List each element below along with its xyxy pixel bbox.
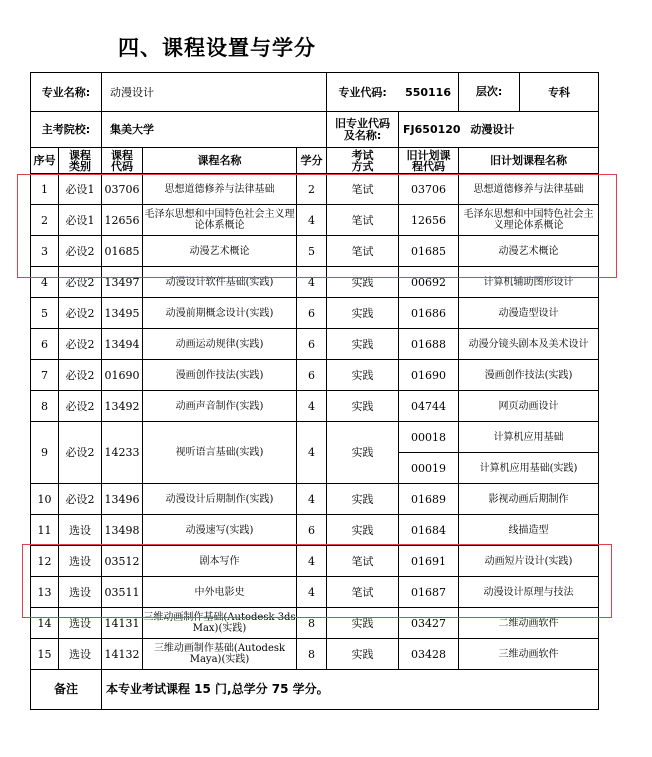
col-name: 课程名称 <box>143 148 297 174</box>
row-credit: 8 <box>297 608 327 639</box>
table-row <box>31 298 599 329</box>
old-code-label-1: 旧专业代码 <box>335 116 391 130</box>
row-course-name: 动画运动规律(实践) <box>143 329 297 360</box>
column-header-row <box>31 148 599 174</box>
row-course-name: 思想道德修养与法律基础 <box>143 174 297 205</box>
row-course-name: 动漫设计软件基础(实践) <box>143 267 297 298</box>
row-old-name: 线描造型 <box>459 515 599 546</box>
row-old-code: 04744 <box>399 391 459 422</box>
row-seq: 12 <box>31 546 59 577</box>
row-course-name: 中外电影史 <box>143 577 297 608</box>
row-seq: 13 <box>31 577 59 608</box>
row-old-name: 动漫艺术概论 <box>459 236 599 267</box>
page-title: 四、课程设置与学分 <box>118 36 316 60</box>
row-old-code: 01685 <box>399 236 459 267</box>
row-code: 01690 <box>102 360 143 391</box>
row-seq: 4 <box>31 267 59 298</box>
row-old-name: 二维动画软件 <box>459 608 599 639</box>
row-type: 选设 <box>59 515 102 546</box>
row-code: 13498 <box>102 515 143 546</box>
row-course-name: 动漫艺术概论 <box>143 236 297 267</box>
row-credit: 6 <box>297 298 327 329</box>
row-type: 必设2 <box>59 360 102 391</box>
table-row <box>31 422 599 453</box>
row-credit: 4 <box>297 205 327 236</box>
table-row <box>31 174 599 205</box>
row-code: 13494 <box>102 329 143 360</box>
row-old-name: 计算机应用基础 <box>459 422 599 453</box>
row-credit: 2 <box>297 174 327 205</box>
old-code-value: FJ650120 <box>403 123 461 136</box>
row-old-code: 01688 <box>399 329 459 360</box>
col-old-code-1: 旧计划课 <box>406 148 451 162</box>
old-name-value: 动漫设计 <box>470 123 515 136</box>
row-type: 必设1 <box>59 205 102 236</box>
table-row <box>31 236 599 267</box>
row-credit: 4 <box>297 546 327 577</box>
row-old-code: 01684 <box>399 515 459 546</box>
row-type: 必设1 <box>59 174 102 205</box>
row-seq: 8 <box>31 391 59 422</box>
row-course-name: 视听语言基础(实践) <box>143 422 297 484</box>
row-course-name: 动画声音制作(实践) <box>143 391 297 422</box>
row-credit: 6 <box>297 515 327 546</box>
col-code-2: 代码 <box>111 159 133 173</box>
row-credit: 4 <box>297 391 327 422</box>
row-code: 12656 <box>102 205 143 236</box>
row-course-name: 动漫速写(实践) <box>143 515 297 546</box>
row-old-code: 01690 <box>399 360 459 391</box>
major-code-value: 550116 <box>405 85 451 99</box>
row-old-code: 01691 <box>399 546 459 577</box>
table-row <box>31 360 599 391</box>
row-exam: 实践 <box>327 267 399 298</box>
row-code: 14132 <box>102 639 143 670</box>
row-seq: 9 <box>31 422 59 484</box>
row-code: 14233 <box>102 422 143 484</box>
col-exam-2: 方式 <box>351 159 374 173</box>
row-seq: 3 <box>31 236 59 267</box>
row-exam: 实践 <box>327 422 399 484</box>
row-credit: 5 <box>297 236 327 267</box>
row-old-code: 03706 <box>399 174 459 205</box>
col-exam-1: 考试 <box>351 148 374 162</box>
row-seq: 14 <box>31 608 59 639</box>
row-exam: 实践 <box>327 484 399 515</box>
major-name-value: 动漫设计 <box>102 73 327 112</box>
row-old-code: 01687 <box>399 577 459 608</box>
row-exam: 实践 <box>327 515 399 546</box>
row-old-code: 00019 <box>399 453 459 484</box>
col-type-1: 课程 <box>69 148 91 162</box>
row-exam: 实践 <box>327 298 399 329</box>
row-old-name: 漫画创作技法(实践) <box>459 360 599 391</box>
row-old-name: 毛泽东思想和中国特色社会主义理论体系概论 <box>459 205 599 236</box>
row-type: 必设2 <box>59 267 102 298</box>
row-exam: 笔试 <box>327 546 399 577</box>
row-course-name: 毛泽东思想和中国特色社会主义理论体系概论 <box>143 205 297 236</box>
table-row <box>31 484 599 515</box>
table-row <box>31 329 599 360</box>
row-code: 14131 <box>102 608 143 639</box>
info-row-major <box>31 73 599 112</box>
row-type: 选设 <box>59 546 102 577</box>
major-name-label: 专业名称: <box>31 73 102 112</box>
row-old-name: 计算机辅助图形设计 <box>459 267 599 298</box>
level-label: 层次: <box>459 73 520 111</box>
row-old-code: 03427 <box>399 608 459 639</box>
row-course-name: 三维动画制作基础(Autodesk Maya)(实践) <box>143 639 297 670</box>
row-credit: 8 <box>297 639 327 670</box>
row-code: 01685 <box>102 236 143 267</box>
row-seq: 5 <box>31 298 59 329</box>
row-type: 选设 <box>59 639 102 670</box>
row-course-name: 动漫前期概念设计(实践) <box>143 298 297 329</box>
row-course-name: 动漫设计后期制作(实践) <box>143 484 297 515</box>
info-row-school <box>31 112 599 148</box>
row-course-name: 三维动画制作基础(Autodesk 3ds Max)(实践) <box>143 608 297 639</box>
row-type: 必设2 <box>59 484 102 515</box>
table-row <box>31 639 599 670</box>
table-row <box>31 608 599 639</box>
row-old-code: 01689 <box>399 484 459 515</box>
row-type: 必设2 <box>59 298 102 329</box>
row-code: 13495 <box>102 298 143 329</box>
row-code: 13497 <box>102 267 143 298</box>
level-value: 专科 <box>548 85 571 99</box>
old-code-label-2: 及名称: <box>343 128 382 142</box>
row-credit: 4 <box>297 484 327 515</box>
row-code: 03511 <box>102 577 143 608</box>
row-seq: 7 <box>31 360 59 391</box>
row-old-name: 思想道德修养与法律基础 <box>459 174 599 205</box>
row-seq: 2 <box>31 205 59 236</box>
row-seq: 10 <box>31 484 59 515</box>
row-old-code: 01686 <box>399 298 459 329</box>
row-type: 选设 <box>59 577 102 608</box>
row-credit: 6 <box>297 329 327 360</box>
course-table <box>30 72 599 710</box>
row-exam: 笔试 <box>327 205 399 236</box>
note-label: 备注 <box>31 670 102 710</box>
col-type-2: 类别 <box>69 159 91 173</box>
row-exam: 实践 <box>327 608 399 639</box>
col-seq: 序号 <box>31 148 59 174</box>
note-row <box>31 670 599 710</box>
row-old-name: 动漫分镜头剧本及美术设计 <box>459 329 599 360</box>
row-seq: 11 <box>31 515 59 546</box>
table-row <box>31 205 599 236</box>
table-row <box>31 391 599 422</box>
row-credit: 6 <box>297 360 327 391</box>
row-credit: 4 <box>297 577 327 608</box>
col-old-name: 旧计划课程名称 <box>459 148 599 174</box>
table-row <box>31 515 599 546</box>
row-old-name: 网页动画设计 <box>459 391 599 422</box>
row-old-code: 00018 <box>399 422 459 453</box>
row-type: 必设2 <box>59 236 102 267</box>
col-old-code-2: 程代码 <box>412 159 446 173</box>
row-exam: 笔试 <box>327 577 399 608</box>
note-text: 本专业考试课程 15 门,总学分 75 学分。 <box>102 670 599 710</box>
row-code: 13492 <box>102 391 143 422</box>
row-seq: 1 <box>31 174 59 205</box>
row-credit: 4 <box>297 422 327 484</box>
row-credit: 4 <box>297 267 327 298</box>
table-row <box>31 267 599 298</box>
row-exam: 实践 <box>327 329 399 360</box>
row-type: 选设 <box>59 608 102 639</box>
row-seq: 15 <box>31 639 59 670</box>
row-course-name: 剧本写作 <box>143 546 297 577</box>
row-old-name: 动漫造型设计 <box>459 298 599 329</box>
row-code: 03706 <box>102 174 143 205</box>
row-type: 必设2 <box>59 391 102 422</box>
row-old-code: 00692 <box>399 267 459 298</box>
row-seq: 6 <box>31 329 59 360</box>
row-old-name: 动画短片设计(实践) <box>459 546 599 577</box>
row-exam: 实践 <box>327 639 399 670</box>
row-exam: 实践 <box>327 391 399 422</box>
row-type: 必设2 <box>59 422 102 484</box>
row-code: 13496 <box>102 484 143 515</box>
row-exam: 笔试 <box>327 174 399 205</box>
row-code: 03512 <box>102 546 143 577</box>
col-credit: 学分 <box>297 148 327 174</box>
row-course-name: 漫画创作技法(实践) <box>143 360 297 391</box>
row-exam: 笔试 <box>327 236 399 267</box>
row-old-code: 12656 <box>399 205 459 236</box>
table-row <box>31 546 599 577</box>
school-value: 集美大学 <box>102 112 327 148</box>
school-label: 主考院校: <box>31 112 102 148</box>
table-row <box>31 577 599 608</box>
col-code-1: 课程 <box>111 148 133 162</box>
row-old-name: 动漫设计原理与技法 <box>459 577 599 608</box>
row-type: 必设2 <box>59 329 102 360</box>
row-old-name: 影视动画后期制作 <box>459 484 599 515</box>
row-old-name: 三维动画软件 <box>459 639 599 670</box>
row-old-name: 计算机应用基础(实践) <box>459 453 599 484</box>
row-old-code: 03428 <box>399 639 459 670</box>
row-exam: 实践 <box>327 360 399 391</box>
major-code-label: 专业代码: <box>338 85 387 99</box>
